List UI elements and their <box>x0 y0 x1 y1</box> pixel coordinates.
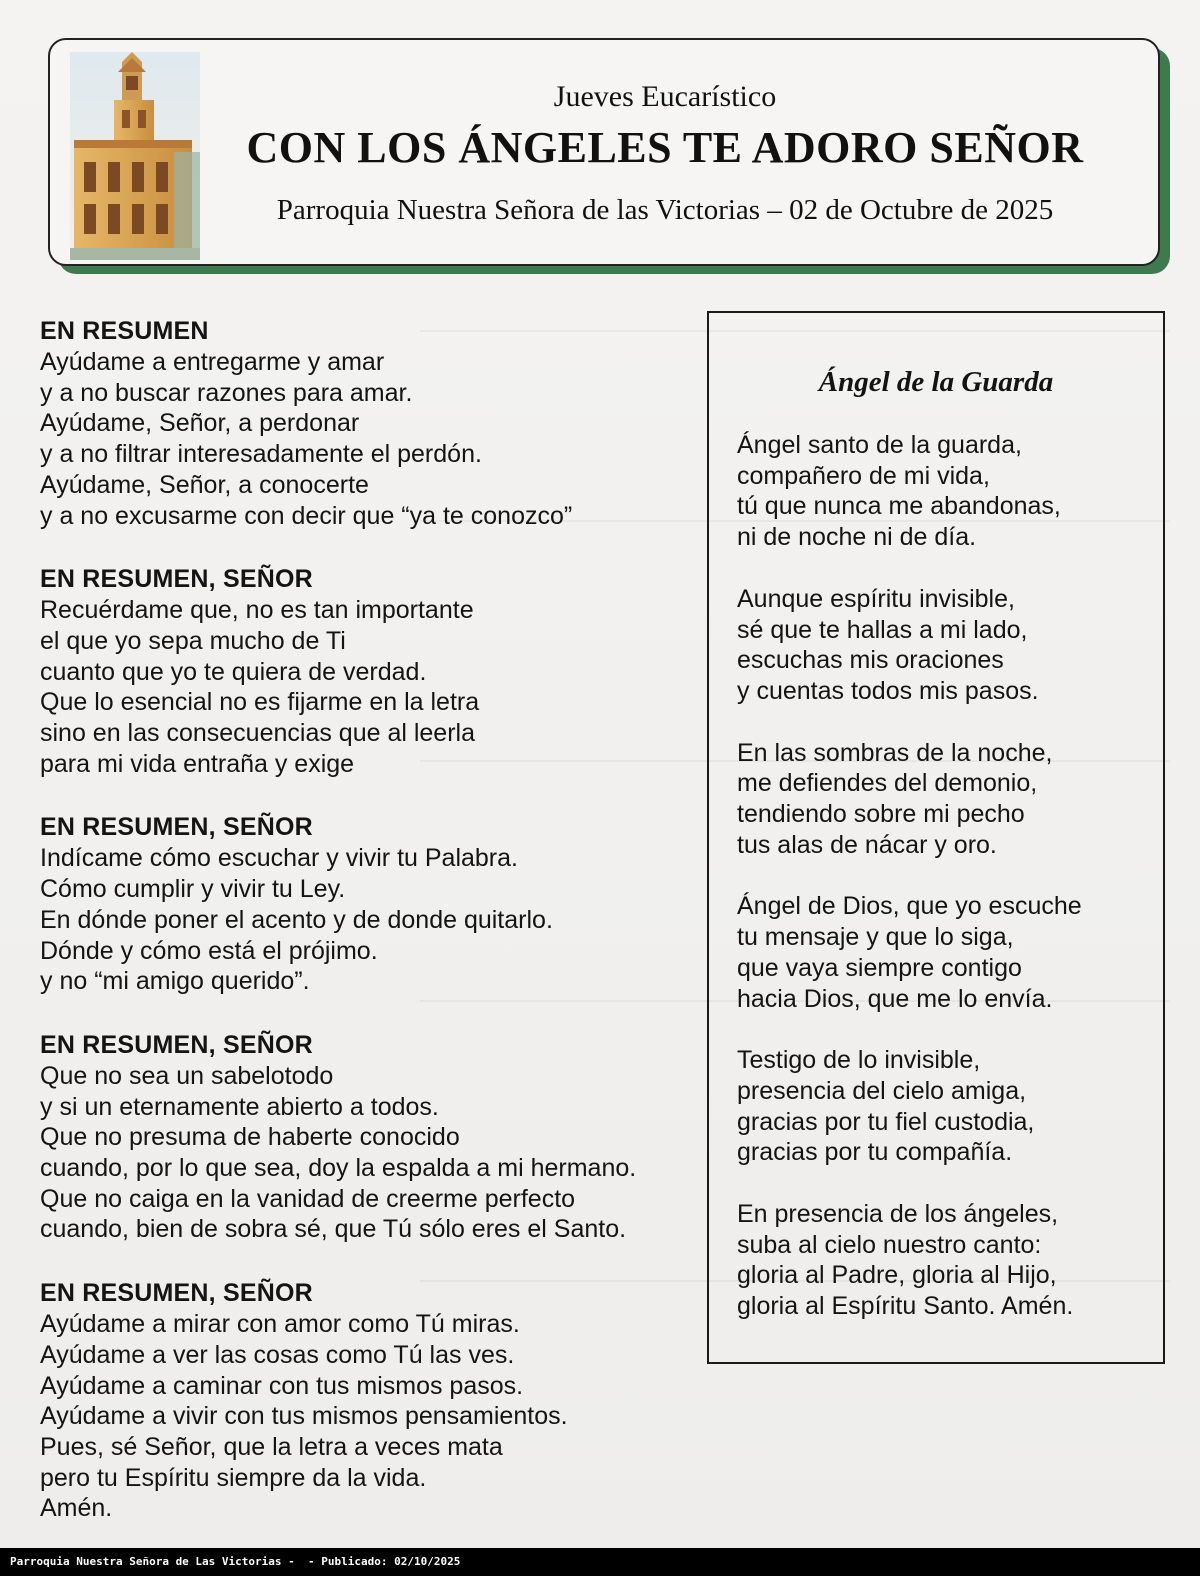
footer-bar: Parroquia Nuestra Señora de Las Victorias - - Publicado: 02/10/2025 <box>0 1548 1200 1576</box>
prayer-line: tus alas de nácar y oro. <box>737 830 997 859</box>
page-title: CON LOS ÁNGELES TE ADORO SEÑOR <box>246 123 1084 172</box>
prayer-line: gracias por tu fiel custodia, <box>737 1107 1035 1136</box>
prayer-line: sé que te hallas a mi lado, <box>737 615 1028 644</box>
text-line: Ayúdame a entregarme y amar <box>40 348 385 376</box>
prayer-line: que vaya siempre contigo <box>737 953 1022 982</box>
text-line: y si un eternamente abierto a todos. <box>40 1092 439 1121</box>
prayer-stanza <box>737 430 1157 553</box>
prayer-line: me defiendes del demonio, <box>737 769 1038 798</box>
text-line: pero tu Espíritu siempre da la vida. <box>40 1463 427 1492</box>
prayer-line: hacia Dios, que me lo envía. <box>737 984 1053 1013</box>
prayer-stanza <box>737 584 1157 707</box>
prayer-line: tú que nunca me abandonas, <box>737 492 1061 521</box>
text-line: y no “mi amigo querido”. <box>40 967 310 996</box>
prayer-line: Aunque espíritu invisible, <box>737 584 1015 613</box>
reflection-section <box>40 316 700 531</box>
section-heading: EN RESUMEN, SEÑOR <box>40 1030 313 1059</box>
header-parish-date: Parroquia Nuestra Señora de las Victorias – 02 de Octubre de 2025 <box>276 194 1054 226</box>
prayer-stanza <box>737 738 1157 861</box>
text-line: cuando, bien de sobra sé, que Tú sólo eres el Santo. <box>40 1215 627 1244</box>
text-line: Que lo esencial no es fijarme en la letra <box>40 688 480 717</box>
prayer-line: presencia del cielo amiga, <box>737 1076 1027 1105</box>
text-line: Amén. <box>40 1494 113 1523</box>
text-line: Que no sea un sabelotodo <box>40 1061 334 1090</box>
prayer-line: En las sombras de la noche, <box>737 738 1053 767</box>
prayer-stanza <box>737 1045 1157 1168</box>
prayer-line: tu mensaje y que lo siga, <box>737 923 1014 952</box>
reflection-section <box>40 812 700 997</box>
text-line: cuando, por lo que sea, doy la espalda a mi hermano. <box>40 1154 637 1183</box>
text-line: Ayúdame a ver las cosas como Tú las ves. <box>40 1340 515 1369</box>
text-line: Que no caiga en la vanidad de creerme perfecto <box>40 1184 576 1213</box>
text-line: Indícame cómo escuchar y vivir tu Palabra. <box>40 844 518 873</box>
reflection-column <box>40 316 700 1557</box>
text-line: Que no presuma de haberte conocido <box>40 1123 460 1152</box>
header-subtitle: Jueves Eucarístico <box>553 80 777 113</box>
text-line: Ayúdame a mirar con amor como Tú miras. <box>40 1310 520 1339</box>
text-line: Ayúdame a vivir con tus mismos pensamientos. <box>40 1402 568 1431</box>
prayer-line: y cuentas todos mis pasos. <box>737 676 1039 705</box>
text-line: Cómo cumplir y vivir tu Ley. <box>40 875 346 904</box>
prayer-body <box>737 430 1157 1353</box>
text-line: Ayúdame, Señor, a conocerte <box>40 470 369 499</box>
section-heading: EN RESUMEN <box>40 317 209 345</box>
prayer-line: Ángel santo de la guarda, <box>737 431 1022 459</box>
prayer-stanza <box>737 1199 1157 1322</box>
prayer-line: En presencia de los ángeles, <box>737 1200 1059 1229</box>
prayer-title: Ángel de la Guarda <box>818 366 1054 398</box>
prayer-line: tendiendo sobre mi pecho <box>737 800 1025 829</box>
text-line: En dónde poner el acento y de donde quitarlo. <box>40 905 553 934</box>
text-line: Dónde y cómo está el prójimo. <box>40 936 378 965</box>
church-illustration <box>70 52 200 260</box>
text-line: Recuérdame que, no es tan importante <box>40 596 474 625</box>
text-line: cuanto que yo te quiera de verdad. <box>40 657 427 686</box>
text-line: para mi vida entraña y exige <box>40 749 355 778</box>
reflection-section <box>40 1278 700 1524</box>
prayer-line: gloria al Espíritu Santo. Amén. <box>737 1292 1074 1321</box>
text-line: y a no buscar razones para amar. <box>40 378 413 407</box>
reflection-section <box>40 1030 700 1245</box>
text-line: Ayúdame a caminar con tus mismos pasos. <box>40 1371 524 1400</box>
prayer-line: ni de noche ni de día. <box>737 523 977 552</box>
section-heading: EN RESUMEN, SEÑOR <box>40 565 313 594</box>
text-line: Pues, sé Señor, que la letra a veces mata <box>40 1432 503 1461</box>
text-line: y a no excusarme con decir que “ya te conozco” <box>40 501 573 530</box>
prayer-line: gracias por tu compañía. <box>737 1138 1013 1167</box>
prayer-line: suba al cielo nuestro canto: <box>737 1230 1042 1259</box>
prayer-stanza <box>737 891 1157 1014</box>
section-heading: EN RESUMEN, SEÑOR <box>40 813 313 842</box>
section-heading: EN RESUMEN, SEÑOR <box>40 1279 313 1308</box>
prayer-line: escuchas mis oraciones <box>737 646 1004 675</box>
text-line: sino en las consecuencias que al leerla <box>40 719 475 748</box>
text-line: Ayúdame, Señor, a perdonar <box>40 409 360 438</box>
prayer-line: Ángel de Dios, que yo escuche <box>737 892 1082 921</box>
prayer-line: Testigo de lo invisible, <box>737 1046 981 1075</box>
reflection-section <box>40 564 700 779</box>
prayer-line: gloria al Padre, gloria al Hijo, <box>737 1261 1057 1290</box>
text-line: el que yo sepa mucho de Ti <box>40 626 346 655</box>
prayer-line: compañero de mi vida, <box>737 461 990 490</box>
text-line: y a no filtrar interesadamente el perdón. <box>40 440 482 469</box>
